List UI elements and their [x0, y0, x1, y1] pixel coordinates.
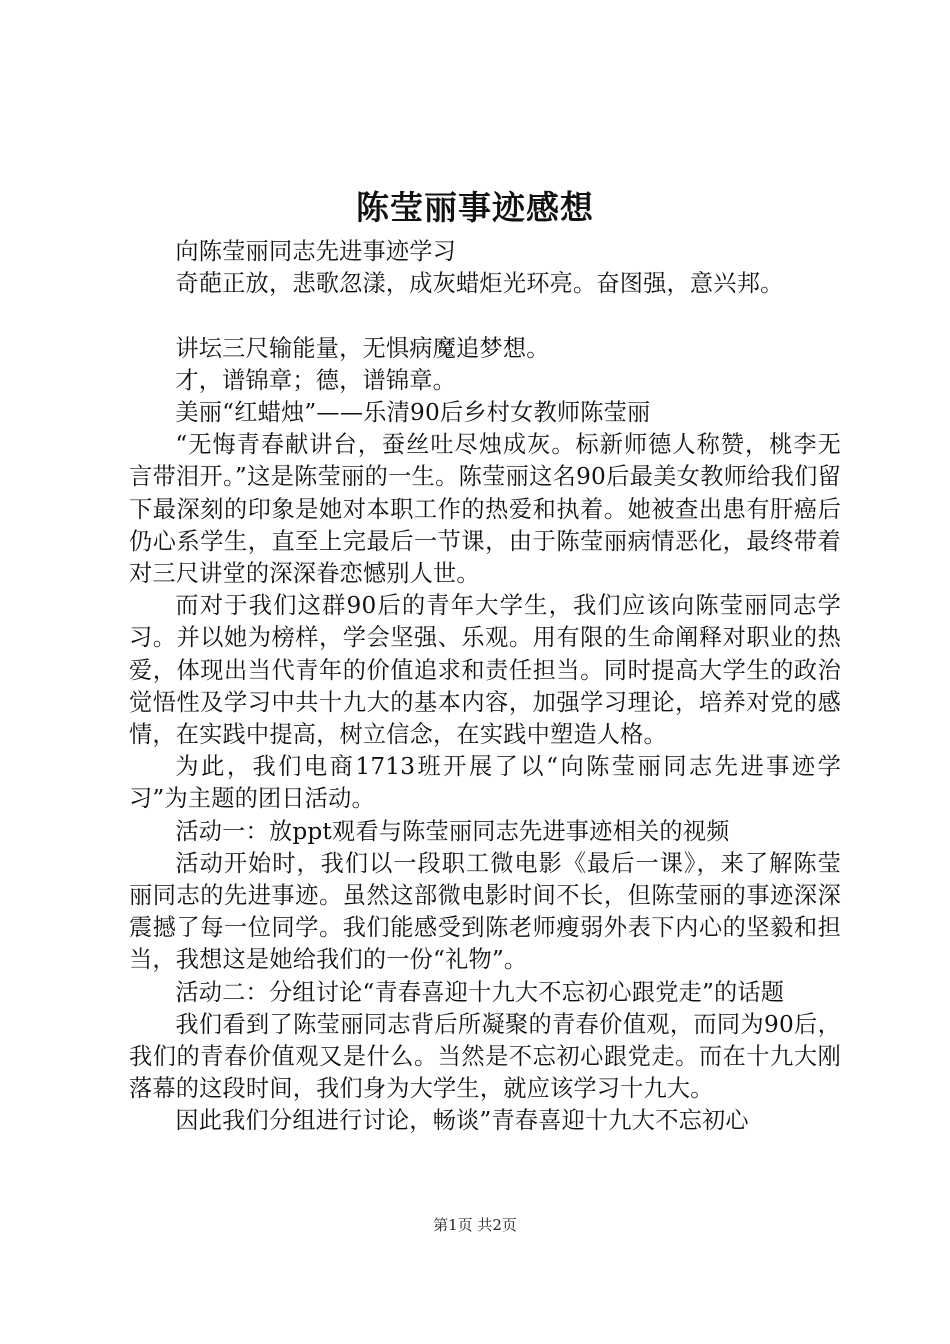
paragraph-poem-line-2: 讲坛三尺输能量，无惧病魔追梦想。: [175, 334, 550, 362]
paragraph: 为此，我们电商1713班开展了以“向陈莹丽同志先进事迹学习”为主题的团日活动。: [129, 753, 841, 813]
blank-line: [129, 300, 841, 332]
document-title: 陈莹丽事迹感想: [356, 188, 594, 227]
page-number-footer: 第1页 共2页: [433, 1216, 517, 1234]
document-body: [129, 236, 841, 1138]
paragraph-heading: 美丽“红蜡烛”——乐清90后乡村女教师陈莹丽: [175, 399, 651, 426]
paragraph: “无悔青春献讲台，蚕丝吐尽烛成灰。标新师德人称赞，桃李无言带泪开。”这是陈莹丽的一生。陈莹丽这名90后最美女教师给我们留下最深刻的印象是她对本职工作的热爱和执着。她被查出患有肝癌后仍心系学生，直至上完最后一节课，由于陈莹丽病情恶化，最终带着对三尺讲堂的深深眷恋憾别人世。: [129, 431, 841, 588]
paragraph: 因此我们分组进行讨论，畅谈”青春喜迎十九大不忘初心: [175, 1107, 749, 1135]
paragraph: 我们看到了陈莹丽同志背后所凝聚的青春价值观，而同为90后，我们的青春价值观又是什么。当然是不忘初心跟党走。而在十九大刚落幕的这段时间，我们身为大学生，就应该学习十九大。: [129, 1010, 841, 1103]
paragraph-activity-1-heading: 活动一：放ppt观看与陈莹丽同志先进事迹相关的视频: [175, 817, 730, 845]
paragraph-subtitle: 向陈莹丽同志先进事迹学习: [175, 238, 457, 265]
paragraph: 而对于我们这群90后的青年大学生，我们应该向陈莹丽同志学习。并以她为榜样，学会坚强、乐观。用有限的生命阐释对职业的热爱，体现出当代青年的价值追求和责任担当。同时提高大学生的政治觉悟性及学习中共十九大的基本内容，加强学习理论，培养对党的感情，在实践中提高，树立信念，在实践中塑造人格。: [129, 592, 841, 749]
paragraph: 活动开始时，我们以一段职工微电影《最后一课》，来了解陈莹丽同志的先进事迹。虽然这部微电影时间不长，但陈莹丽的事迹深深震撼了每一位同学。我们能感受到陈老师瘦弱外表下内心的坚毅和担当，我想这是她给我们的一份“礼物”。: [129, 849, 841, 974]
paragraph-poem-line-1: 奇葩正放，悲歌忽漾，成灰蜡炬光环亮。奋图强，意兴邦。: [175, 270, 784, 298]
paragraph-activity-2-heading: 活动二：分组讨论“青春喜迎十九大不忘初心跟党走”的话题: [175, 978, 785, 1006]
paragraph-poem-line-3: 才，谱锦章；德，谱锦章。: [175, 366, 457, 394]
